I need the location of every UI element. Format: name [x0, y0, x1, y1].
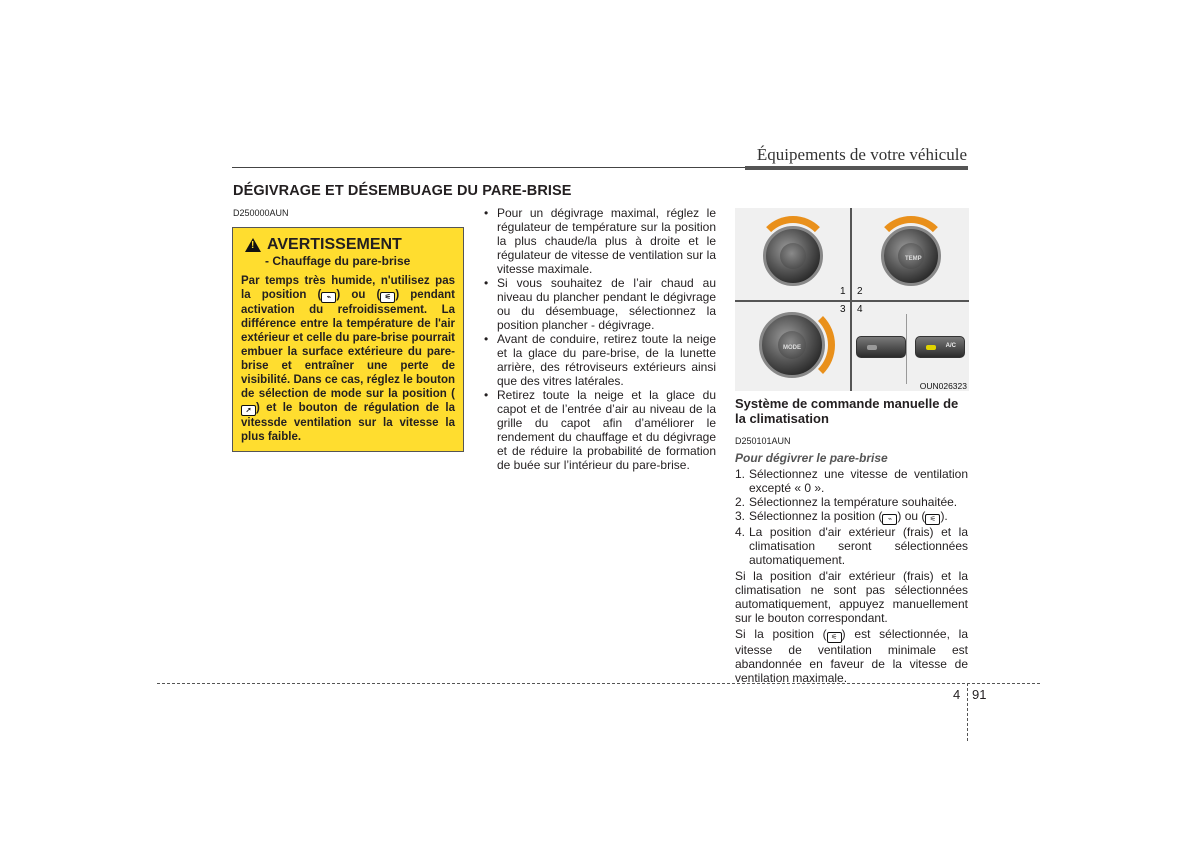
chapter-number: 4 [953, 687, 961, 702]
list-item [735, 467, 968, 495]
footer-divider [967, 683, 968, 741]
list-item [735, 509, 968, 525]
recirculation-button [856, 336, 906, 358]
page-number: 91 [972, 687, 987, 702]
step-text: La position d'air extérieur (frais) et la climatisation seront sélectionnées automatiquement. [749, 525, 968, 567]
step-number: 3. [735, 509, 746, 523]
button-indicator [926, 345, 936, 350]
footer-rule [157, 683, 1040, 684]
paragraph-text: ) est sélectionnée, la vitesse de ventilation minimale est abandonnée en faveur de la vitesse de ventilation maximale. [735, 627, 969, 685]
warning-text: ) pendant activation du refroidissement. La différence entre la température de l'air extérieur et celle du pare-brise pourrait embuer la surface extérieure du pare-brise et entraîner une perte de visibilité. Dans ce cas, réglez le bouton de sélection de mode sur la position ( [241, 289, 455, 400]
step-text: Sélectionnez la position ( [749, 509, 883, 523]
paragraph: Si la position d'air extérieur (frais) et la climatisation ne sont pas sélectionnées automatiquement, appuyez manuellement sur le bouton correspondant. [735, 569, 968, 625]
warning-subtitle: - Chauffage du pare-brise [265, 254, 411, 268]
warning-title: AVERTISSEMENT [267, 236, 402, 253]
floor-defrost-icon: ⌁ [321, 292, 336, 303]
section-title: DÉGIVRAGE ET DÉSEMBUAGE DU PARE-BRISE [233, 183, 572, 199]
warning-triangle-icon [245, 238, 261, 252]
list-item: • Pour un dégivrage maximal, réglez le régulateur de température sur la position la plus chaude/la plus à droite et le régulateur de vitesse de ventilation sur la vitesse maximale. [484, 206, 716, 276]
step-text: ). [940, 509, 948, 523]
chapter-title: Équipements de votre véhicule [756, 145, 967, 164]
section-code: D250000AUN [233, 208, 289, 218]
step-text: ) ou ( [897, 509, 926, 523]
figure-label: 1 [840, 286, 846, 297]
warning-text: Par temps très humide, n'utilisez pas la position ( [241, 275, 455, 301]
step-number: 2. [735, 495, 746, 509]
warning-text: ) et le bouton de régulation de la vitessde ventilation sur la vitesse la plus faible. [241, 402, 455, 443]
warning-box [232, 227, 464, 452]
warning-text: ) ou ( [336, 289, 381, 301]
paragraph [735, 627, 968, 685]
warning-header [245, 236, 455, 254]
list-item: • Si vous souhaitez de l’air chaud au niveau du plancher pendant le dégivrage ou du désembuage, sélectionnez la position plancher - dégivrage. [484, 276, 716, 332]
temperature-knob [881, 226, 941, 286]
climate-control-figure [735, 208, 969, 391]
mode-label: MODE [783, 345, 801, 351]
figure-label: 4 [857, 304, 863, 315]
right-column [735, 396, 968, 685]
temp-label: TEMP [905, 256, 922, 262]
ac-label: A/C [945, 343, 956, 349]
defrost-icon: ⚟ [925, 514, 940, 525]
defrost-icon: ⚟ [827, 632, 842, 643]
paragraph-text: Si la position ( [735, 627, 827, 641]
subsection-code: D250101AUN [735, 436, 791, 446]
figure-divider [735, 300, 850, 302]
list-item [735, 495, 968, 509]
step-text: Sélectionnez une vitesse de ventilation excepté « 0 ». [749, 467, 968, 495]
list-item: • Retirez toute la neige et la glace du capot et de l’entrée d’air au niveau de la grille du capot afin d’améliorer le rendement du chauffage et du dégivrage et de réduire la probabilité de formation de buée sur l’intérieur du pare-brise. [484, 388, 716, 472]
step-text: Sélectionnez la température souhaitée. [749, 495, 958, 509]
bullet-list [484, 206, 716, 472]
list-item: • Avant de conduire, retirez toute la neige et la glace du pare-brise, de la lunette arrière, des rétroviseurs extérieurs ainsi que des vitres latérales. [484, 332, 716, 388]
figure-divider [906, 314, 907, 384]
fan-icon [780, 243, 806, 269]
step-number: 1. [735, 467, 746, 481]
list-item [735, 525, 968, 567]
face-vent-icon: ➚ [241, 405, 256, 416]
fan-speed-knob [763, 226, 823, 286]
defrost-icon: ⚟ [380, 292, 395, 303]
procedure-title: Pour dégivrer le pare-brise [735, 451, 888, 465]
figure-code: OUN026323 [919, 381, 967, 391]
ac-button [915, 336, 965, 358]
mode-knob [759, 312, 825, 378]
figure-divider [852, 300, 969, 302]
header-rule-accent [745, 166, 968, 170]
figure-label: 2 [857, 286, 863, 297]
figure-label: 3 [840, 304, 846, 315]
subsection-title: Système de commande manuelle de la climatisation [735, 396, 959, 426]
step-number: 4. [735, 525, 746, 539]
floor-defrost-icon: ⌁ [882, 514, 897, 525]
button-indicator [867, 345, 877, 350]
warning-body [241, 274, 455, 444]
